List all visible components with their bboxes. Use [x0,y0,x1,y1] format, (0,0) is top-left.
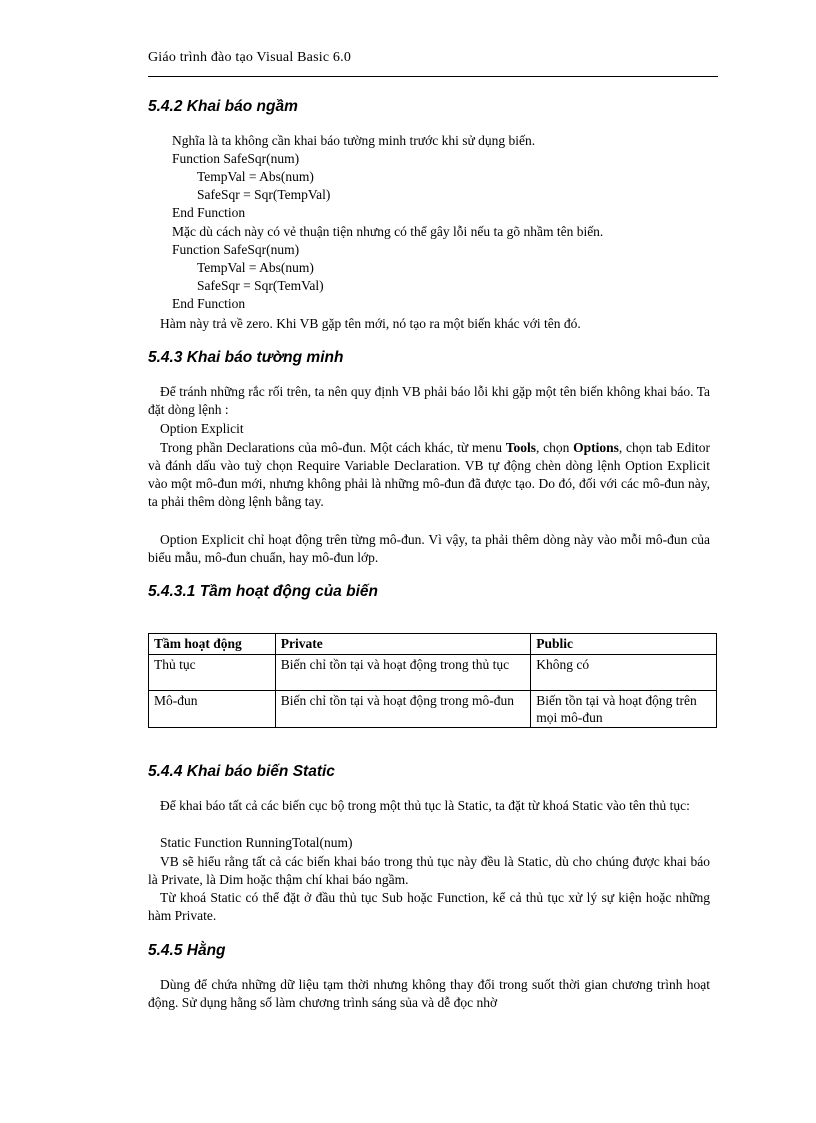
paragraph-text: , chọn [536,440,574,455]
paragraph: VB sẽ hiểu rằng tất cả các biến khai báo trong thủ tục này đều là Static, dù cho chúng được khai báo là Private, là Dim hoặc thậm chí khai báo ngầm. [148,854,710,887]
section-heading-5-4-3: 5.4.3 Khai báo tường minh [148,349,344,366]
table-header-cell: Private [275,634,531,655]
code-line: End Function [172,296,246,311]
code-line: End Function [172,205,246,220]
section-heading-5-4-3-1: 5.4.3.1 Tầm hoạt động của biến [148,583,378,600]
table-header-cell: Tầm hoạt động [149,634,276,655]
code-line: Function SafeSqr(num) [172,151,300,166]
section-heading-5-4-5: 5.4.5 Hằng [148,942,226,959]
paragraph: Để khai báo tất cả các biến cục bộ trong một thủ tục là Static, ta đặt từ khoá Static vào tên thủ tục: [160,798,690,813]
table-row [149,691,717,728]
paragraph-text: Trong phần Declarations của mô-đun. Một cách khác, từ menu [160,440,506,455]
code-line: TempVal = Abs(num) [197,260,314,275]
code-line: Option Explicit [160,421,244,436]
text-line: Hàm này trả về zero. Khi VB gặp tên mới, nó tạo ra một biến khác với tên đó. [160,316,581,331]
code-line: SafeSqr = Sqr(TempVal) [197,187,331,202]
menu-options-text: Options [573,440,619,455]
menu-tools-text: Tools [505,440,536,455]
code-line: SafeSqr = Sqr(TemVal) [197,278,324,293]
table-cell: Biến tồn tại và hoạt động trên mọi mô-đun [531,691,717,728]
code-line: Static Function RunningTotal(num) [160,835,353,850]
page-header: Giáo trình đào tạo Visual Basic 6.0 [148,50,352,65]
paragraph-text: , chọn tab Editor và đánh dấu vào tuỳ chọn Require Variable Declaration. VB tự động chèn dòng lệnh Option Explicit vào một mô-đun mới, nhưng không phải là những mô-đun đã được tạo. Do đó, đối với các mô-đun này, ta phải thêm dòng lệnh bằng tay. [148,440,711,509]
table-cell: Không có [531,655,717,691]
text-line: Nghĩa là ta không cần khai báo tường minh trước khi sử dụng biến. [172,133,536,148]
table-row [149,655,717,691]
text-line: Mặc dù cách này có vẻ thuận tiện nhưng có thể gây lỗi nếu ta gõ nhầm tên biến. [172,224,604,239]
table-header-row [149,634,717,655]
code-line: Function SafeSqr(num) [172,242,300,257]
paragraph: Option Explicit chỉ hoạt động trên từng mô-đun. Vì vậy, ta phải thêm dòng này vào mỗi mô-đun của biểu mẫu, mô-đun chuẩn, hay mô-đun lớp. [148,532,710,565]
paragraph: Từ khoá Static có thể đặt ở đầu thủ tục Sub hoặc Function, kể cả thủ tục xử lý sự kiện hoặc những hàm Private. [148,890,710,923]
table-cell: Biến chỉ tồn tại và hoạt động trong mô-đun [275,691,531,728]
table-header-cell: Public [531,634,717,655]
table-cell: Thủ tục [149,655,276,691]
paragraph: Để tránh những rắc rối trên, ta nên quy định VB phải báo lỗi khi gặp một tên biến không khai báo. Ta đặt dòng lệnh : [148,384,710,417]
section-heading-5-4-2: 5.4.2 Khai báo ngầm [148,98,298,115]
code-line: TempVal = Abs(num) [197,169,314,184]
paragraph [148,439,710,511]
table-cell: Mô-đun [149,691,276,728]
scope-table [148,633,717,728]
paragraph: Dùng để chứa những dữ liệu tạm thời nhưng không thay đổi trong suốt thời gian chương trình hoạt động. Sử dụng hằng số làm chương trình sáng sủa và dễ đọc nhờ [148,977,710,1010]
section-heading-5-4-4: 5.4.4 Khai báo biến Static [148,763,335,780]
table-cell: Biến chỉ tồn tại và hoạt động trong thủ tục [275,655,531,691]
header-rule [148,76,718,77]
